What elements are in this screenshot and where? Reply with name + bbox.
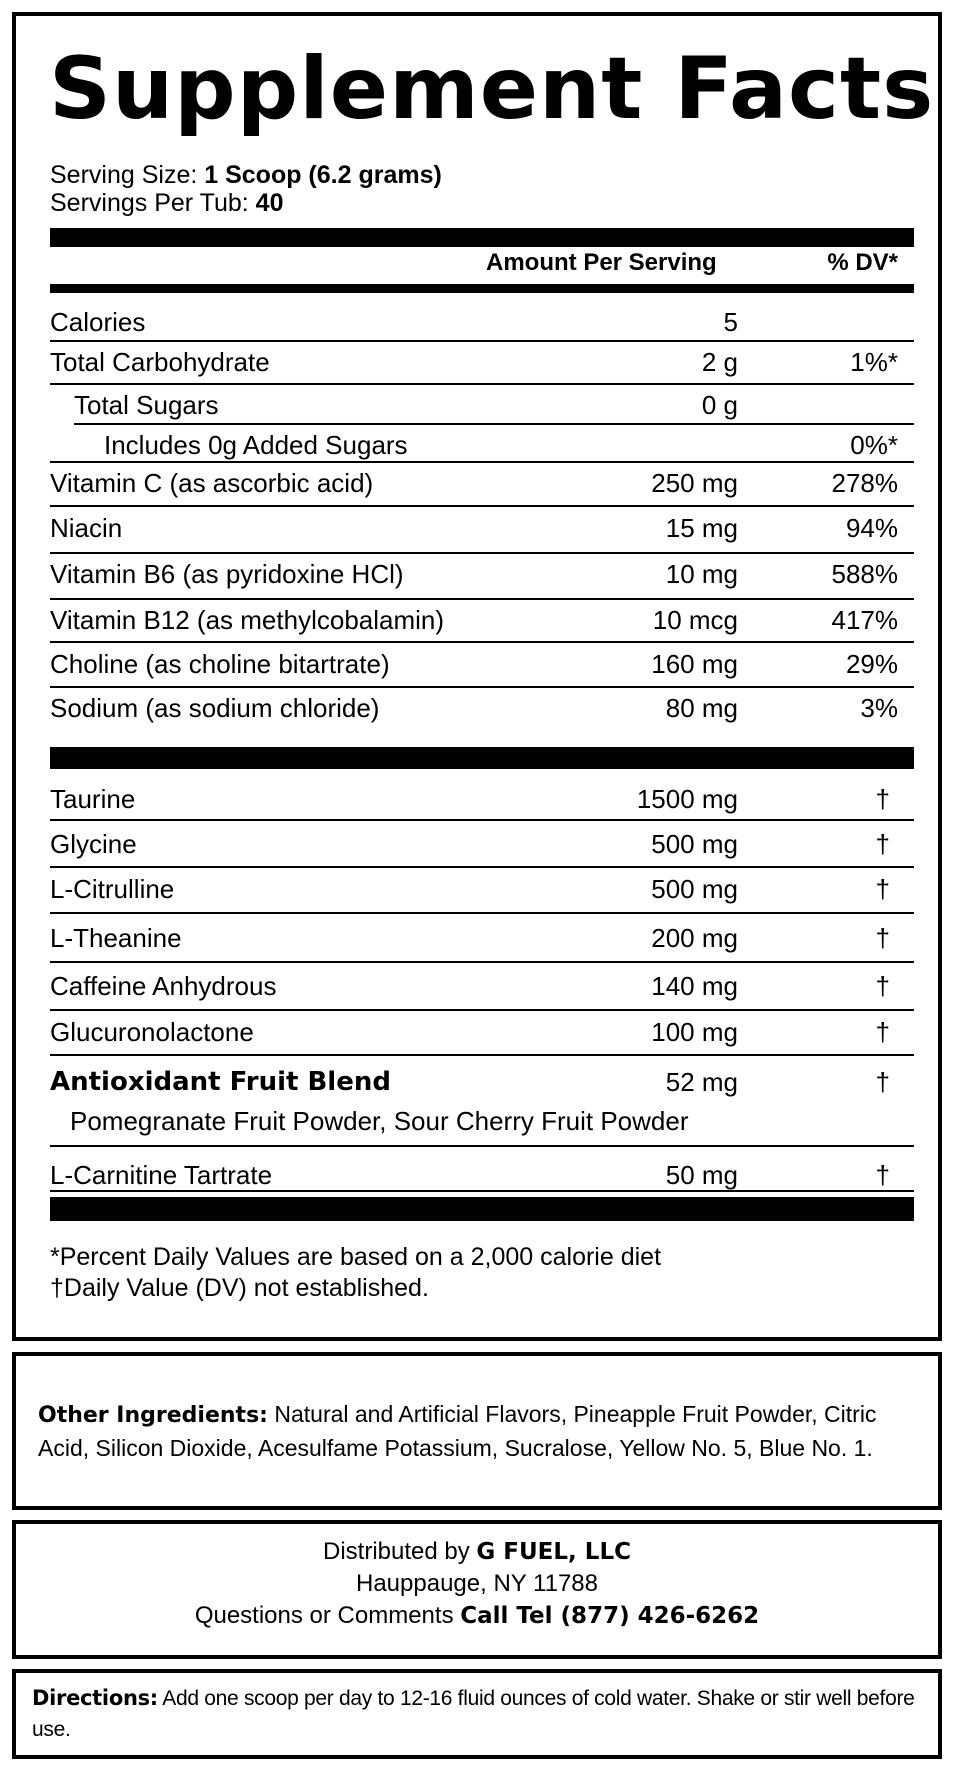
serving-size-value: 1 Scoop (6.2 grams) <box>204 161 442 189</box>
nutrient-row <box>16 302 938 342</box>
contact-line <box>16 1600 938 1632</box>
dagger-mark: † <box>875 1160 890 1190</box>
nutrient-amount: 5 <box>723 307 738 337</box>
nutrient-name: Choline (as choline bitartrate) <box>50 649 390 679</box>
ingredient-amount: 500 mg <box>651 874 738 904</box>
nutrient-amount: 0 g <box>701 390 738 420</box>
ingredient-name: Glycine <box>50 829 137 859</box>
serving-size <box>50 160 442 190</box>
nutrient-amount: 10 mcg <box>652 605 738 635</box>
nutrient-row <box>16 554 938 594</box>
dv-header: % DV* <box>827 249 898 276</box>
thick-divider <box>50 228 914 247</box>
row-divider <box>50 340 914 342</box>
ingredient-amount: 100 mg <box>651 1017 738 1047</box>
ingredient-amount: 52 mg <box>665 1067 738 1097</box>
ingredient-name: Antioxidant Fruit Blend <box>50 1067 391 1097</box>
serving-size-label: Serving Size: <box>50 161 198 189</box>
nutrient-amount: 80 mg <box>665 693 738 723</box>
nutrient-dv: 417% <box>831 605 898 635</box>
dagger-mark: † <box>875 784 890 814</box>
nutrient-row <box>16 600 938 640</box>
nutrient-name: Total Sugars <box>74 390 219 420</box>
row-divider <box>50 505 914 507</box>
directions-panel <box>12 1669 942 1759</box>
row-divider <box>50 1190 914 1192</box>
nutrient-amount: 10 mg <box>665 559 738 589</box>
ingredient-row <box>16 918 938 958</box>
servings-per-tub <box>50 188 283 218</box>
nutrient-dv: 588% <box>831 559 898 589</box>
ingredient-row <box>16 1012 938 1052</box>
address: Hauppauge, NY 11788 <box>356 1570 598 1597</box>
ingredient-row <box>16 869 938 909</box>
other-ingredients-text: Natural and Artificial Flavors, Pineapple Fruit Powder, Citric Acid, Silicon Dioxide, Acesulfame Potassium, Sucralose, Yellow No. 5, Blue No. 1. <box>38 1401 877 1461</box>
dagger-mark: † <box>875 923 890 953</box>
nutrient-dv: 3% <box>860 693 898 723</box>
row-divider <box>50 552 914 554</box>
nutrient-row <box>16 688 938 728</box>
directions-label: Directions: <box>32 1686 158 1710</box>
row-divider <box>50 1054 914 1056</box>
percent-footnote: *Percent Daily Values are based on a 2,000 calorie diet <box>50 1243 662 1271</box>
nutrient-row <box>16 425 938 465</box>
ingredient-amount: 140 mg <box>651 971 738 1001</box>
row-divider <box>74 423 914 425</box>
ingredient-name: L-Carnitine Tartrate <box>50 1160 273 1190</box>
nutrient-amount: 160 mg <box>651 649 738 679</box>
row-divider <box>50 383 914 385</box>
row-divider <box>50 686 914 688</box>
nutrient-row <box>16 644 938 684</box>
ingredient-amount: 200 mg <box>651 923 738 953</box>
dagger-mark: † <box>875 874 890 904</box>
questions-text: Questions or Comments <box>194 1602 461 1629</box>
nutrient-name: Vitamin C (as ascorbic acid) <box>50 468 374 498</box>
nutrient-amount: 2 g <box>701 347 738 377</box>
nutrient-name: Vitamin B6 (as pyridoxine HCl) <box>50 559 404 589</box>
row-divider <box>50 912 914 914</box>
ingredient-amount: 500 mg <box>651 829 738 859</box>
nutrient-name: Total Carbohydrate <box>50 347 270 377</box>
nutrient-dv: 278% <box>831 468 898 498</box>
thick-divider <box>50 747 914 769</box>
distributor-panel <box>12 1520 942 1659</box>
row-divider <box>50 598 914 600</box>
supplement-facts-panel <box>12 12 942 1341</box>
nutrient-dv: 29% <box>845 649 898 679</box>
ingredient-row <box>16 966 938 1006</box>
dagger-mark: † <box>875 1017 890 1047</box>
distributor-line <box>16 1536 938 1568</box>
dagger-mark: † <box>875 971 890 1001</box>
nutrient-row <box>16 385 938 425</box>
ingredient-row <box>16 824 938 864</box>
row-divider <box>50 1145 914 1147</box>
servings-per-tub-label: Servings Per Tub: <box>50 189 249 217</box>
nutrient-name: Includes 0g Added Sugars <box>104 430 408 460</box>
ingredient-name: Taurine <box>50 784 136 814</box>
ingredient-row <box>16 779 938 819</box>
ingredient-name: L-Citrulline <box>50 874 175 904</box>
thick-divider <box>50 1197 914 1221</box>
nutrient-row <box>16 463 938 503</box>
ingredient-row <box>16 1062 938 1102</box>
nutrient-amount: 250 mg <box>651 468 738 498</box>
ingredient-row <box>16 1155 938 1195</box>
other-ingredients <box>38 1398 928 1464</box>
ingredient-name: L-Theanine <box>50 923 182 953</box>
row-divider <box>50 641 914 643</box>
row-divider <box>50 819 914 821</box>
row-divider <box>50 1009 914 1011</box>
company-name: G FUEL, LLC <box>476 1539 631 1565</box>
nutrient-dv: 1%* <box>850 347 898 377</box>
dagger-mark: † <box>875 1067 890 1097</box>
phone-number: Call Tel (877) 426-6262 <box>460 1603 760 1629</box>
dagger-footnote: †Daily Value (DV) not established. <box>50 1274 429 1302</box>
ingredient-amount: 1500 mg <box>636 784 738 814</box>
row-divider <box>50 461 914 463</box>
nutrient-amount: 15 mg <box>665 513 738 543</box>
dagger-mark: † <box>875 829 890 859</box>
ingredient-amount: 50 mg <box>665 1160 738 1190</box>
amount-per-serving-header: Amount Per Serving <box>486 249 717 276</box>
distributor-prefix: Distributed by <box>323 1538 477 1565</box>
other-ingredients-panel <box>12 1352 942 1510</box>
directions-text: Add one scoop per day to 12-16 fluid ounces of cold water. Shake or stir well before use. <box>32 1687 915 1741</box>
medium-divider <box>50 284 914 293</box>
nutrient-row <box>16 342 938 382</box>
ingredient-name: Glucuronolactone <box>50 1017 254 1047</box>
nutrient-dv: 94% <box>845 513 898 543</box>
row-divider <box>50 961 914 963</box>
blend-components: Pomegranate Fruit Powder, Sour Cherry Fruit Powder <box>70 1106 689 1136</box>
nutrient-name: Sodium (as sodium chloride) <box>50 693 380 723</box>
nutrient-name: Niacin <box>50 513 123 543</box>
page-title: Supplement Facts <box>49 39 935 139</box>
nutrient-name: Calories <box>50 307 146 337</box>
other-ingredients-label: Other Ingredients: <box>38 1403 268 1428</box>
row-divider <box>50 866 914 868</box>
nutrient-dv: 0%* <box>850 430 898 460</box>
servings-per-tub-value: 40 <box>255 189 284 217</box>
nutrient-name: Vitamin B12 (as methylcobalamin) <box>50 605 445 635</box>
nutrient-row <box>16 508 938 548</box>
directions <box>32 1683 927 1745</box>
ingredient-name: Caffeine Anhydrous <box>50 971 277 1001</box>
